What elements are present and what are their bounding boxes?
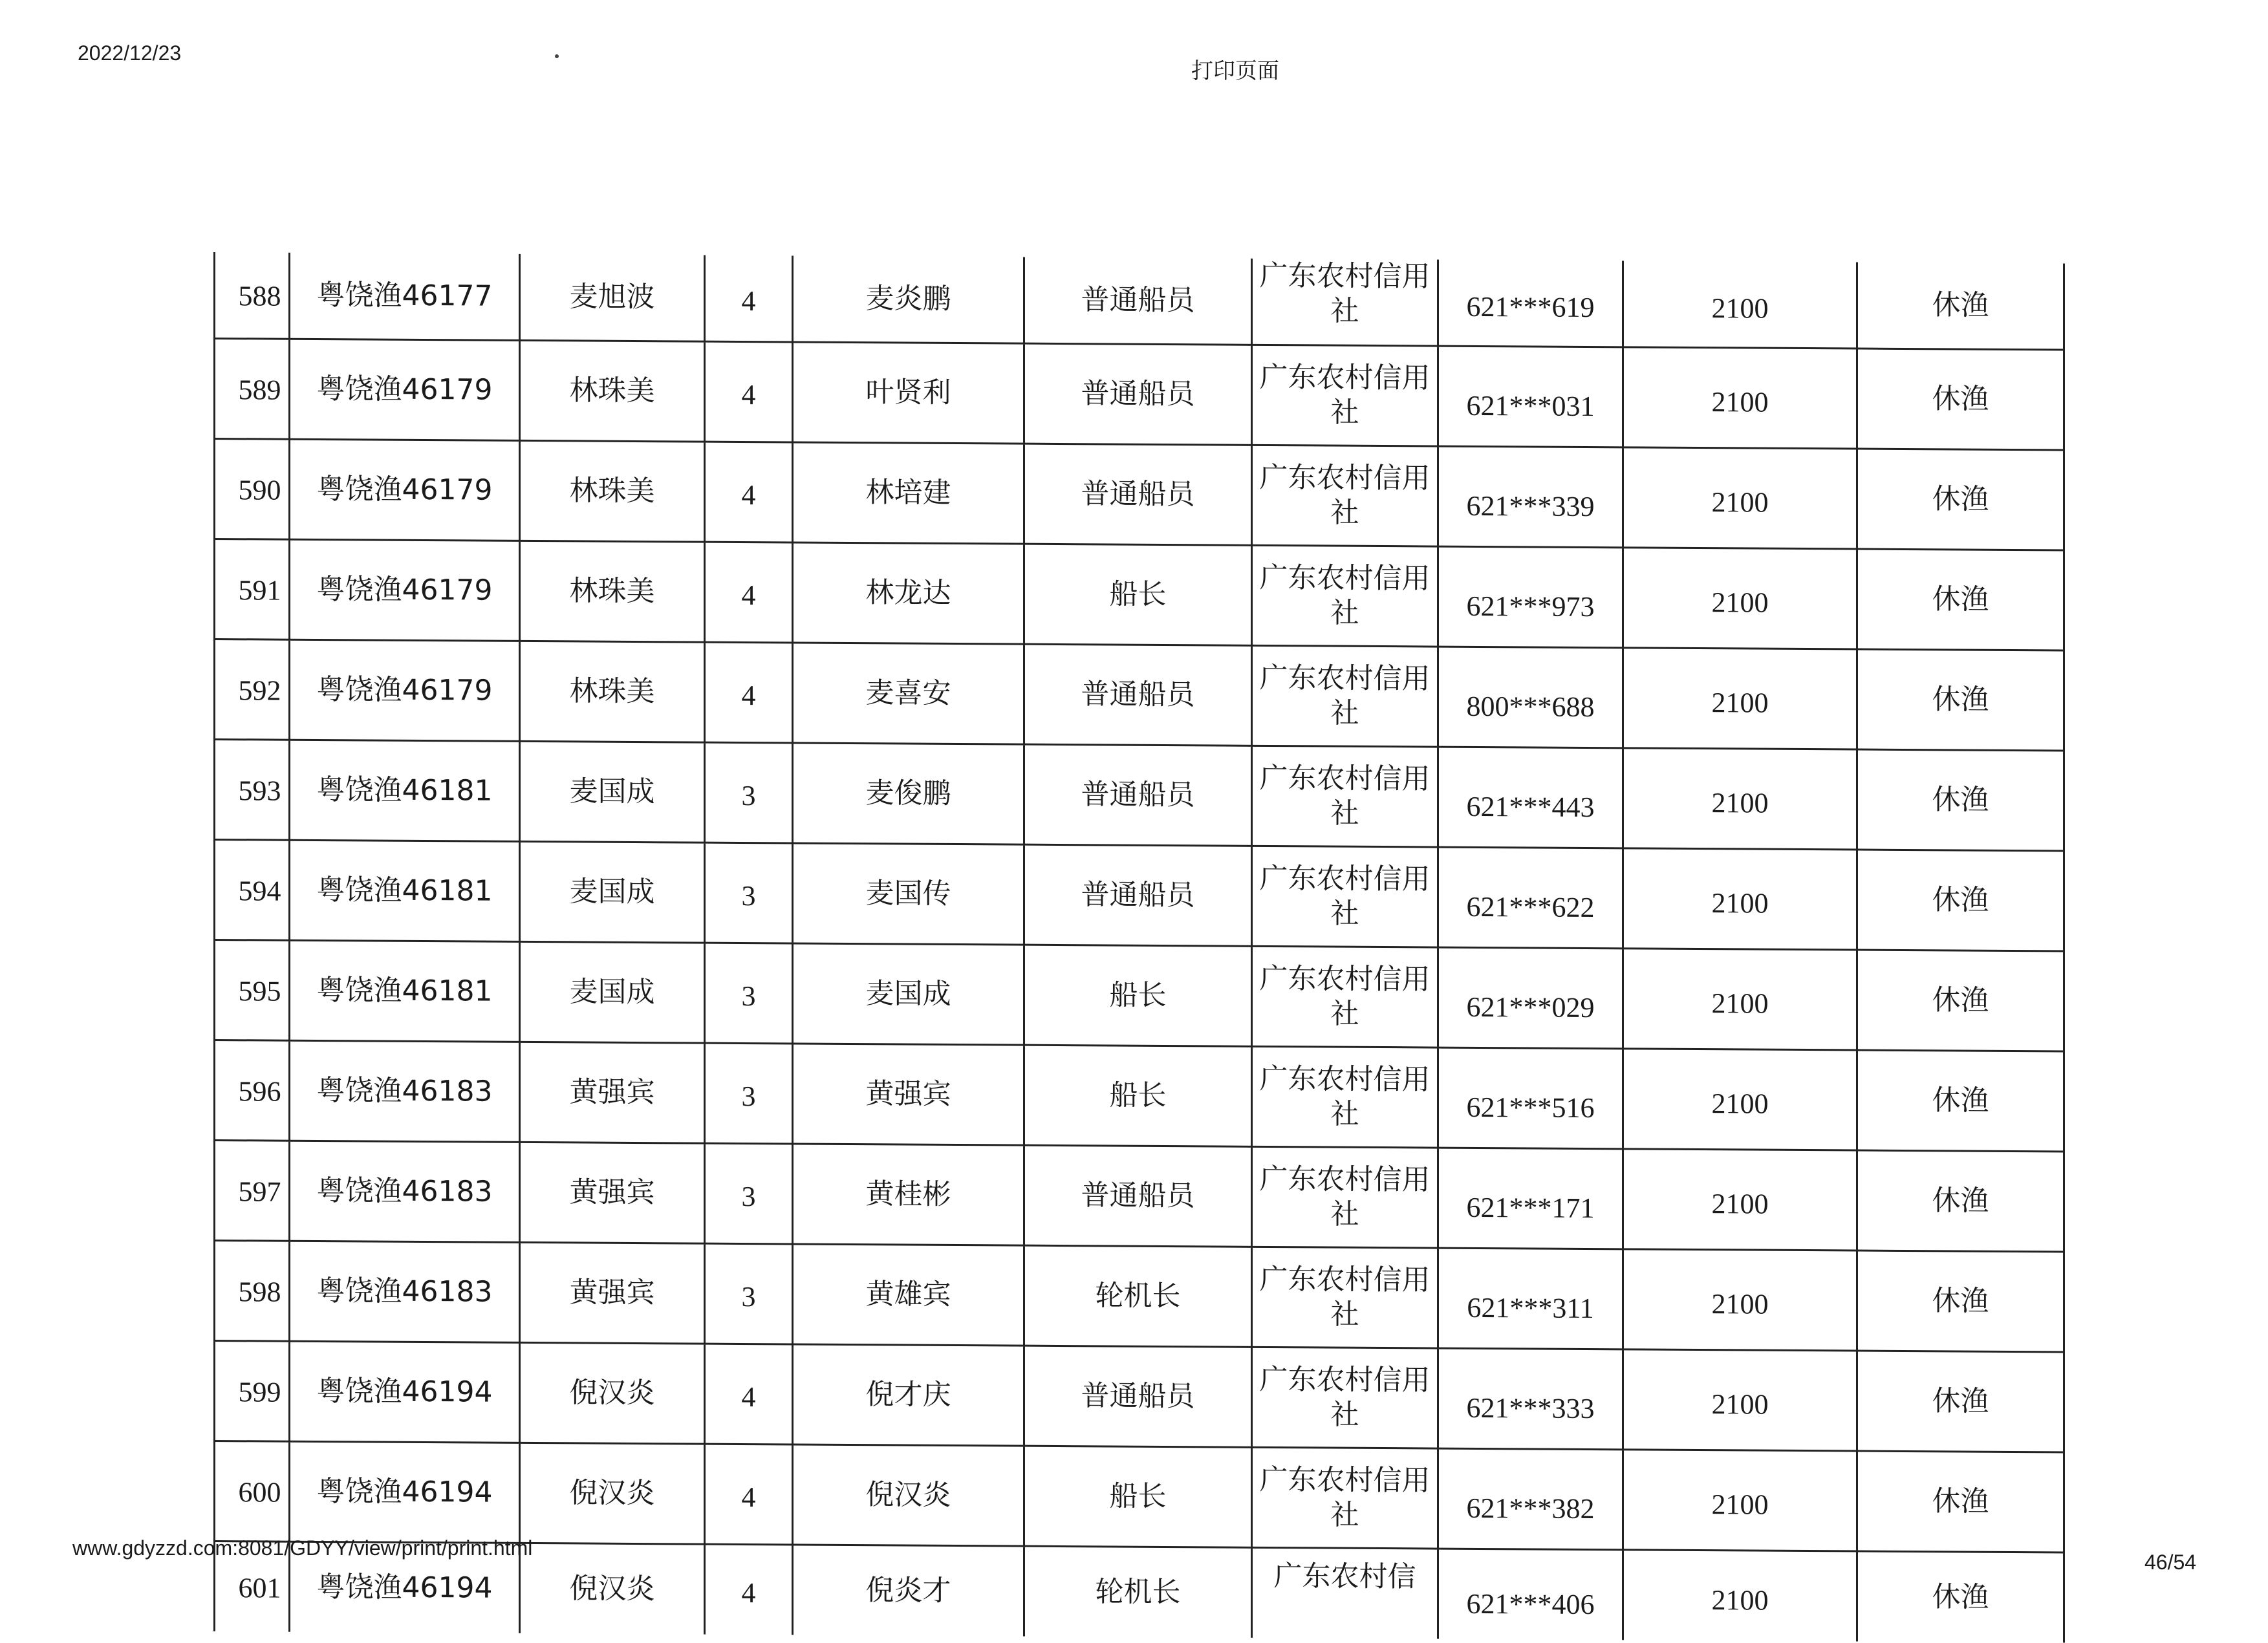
table-row: [215, 1040, 2064, 1152]
bank-name: 广东农村信用社: [1252, 746, 1438, 847]
bank-name: 广东农村信用社: [1252, 645, 1438, 747]
account-number: 621***171: [1438, 1148, 1623, 1249]
crew-name: 倪炎才: [793, 1545, 1024, 1637]
boat-number: 粤饶渔46183: [290, 1141, 520, 1242]
owner-name: 倪汉炎: [520, 1543, 705, 1634]
status: 休渔: [1857, 263, 2064, 350]
crew-name: 麦国传: [793, 843, 1024, 945]
owner-name: 麦旭波: [520, 254, 705, 341]
crew-role: 普通船员: [1024, 343, 1252, 445]
bank-name: 广东农村信用社: [1252, 545, 1438, 647]
row-number: 600: [215, 1441, 290, 1542]
bank-name: 广东农村信用社: [1252, 946, 1438, 1047]
crew-role: 普通船员: [1024, 844, 1252, 946]
bank-name: 广东农村信用社: [1252, 1146, 1438, 1248]
row-number: 596: [215, 1040, 290, 1141]
household-size: 3: [705, 1243, 793, 1344]
crew-role: 普通船员: [1024, 644, 1252, 746]
row-number: 591: [215, 539, 290, 640]
crew-name: 麦国成: [793, 943, 1024, 1045]
owner-name: 麦国成: [520, 741, 705, 843]
table-row: [215, 439, 2064, 550]
subsidy-amount: 2100: [1623, 1149, 1857, 1251]
status: 休渔: [1857, 549, 2064, 650]
status: 休渔: [1857, 1451, 2064, 1552]
bank-name: 广东农村信: [1252, 1547, 1438, 1638]
account-number: 621***031: [1438, 346, 1623, 447]
roster-table-wrap: [213, 252, 2065, 1642]
row-number: 601: [215, 1541, 290, 1632]
bank-name: 广东农村信用社: [1252, 1347, 1438, 1448]
row-number: 599: [215, 1341, 290, 1442]
account-number: 621***443: [1438, 747, 1623, 848]
owner-name: 麦国成: [520, 841, 705, 943]
owner-name: 麦国成: [520, 941, 705, 1043]
page-title: 打印页面: [1191, 58, 1279, 84]
subsidy-amount: 2100: [1623, 748, 1857, 850]
owner-name: 黄强宾: [520, 1042, 705, 1143]
status: 休渔: [1857, 449, 2064, 550]
table-row: [215, 940, 2064, 1051]
bank-name: 广东农村信用社: [1252, 1046, 1438, 1148]
row-number: 593: [215, 740, 290, 841]
crew-name: 林培建: [793, 442, 1024, 544]
status: 休渔: [1857, 1551, 2064, 1642]
status: 休渔: [1857, 1351, 2064, 1452]
crew-role: 普通船员: [1024, 1346, 1252, 1447]
table-row: [215, 1141, 2064, 1252]
crew-role: 普通船员: [1024, 257, 1252, 345]
crew-role: 船长: [1024, 945, 1252, 1046]
roster-body: [215, 252, 2064, 1642]
row-number: 592: [215, 639, 290, 740]
owner-name: 黄强宾: [520, 1142, 705, 1243]
row-number: 588: [215, 252, 290, 339]
boat-number: 粤饶渔46194: [290, 1541, 520, 1633]
boat-number: 粤饶渔46181: [290, 840, 520, 941]
crew-role: 普通船员: [1024, 1145, 1252, 1247]
household-size: 3: [705, 1143, 793, 1244]
subsidy-amount: 2100: [1623, 1049, 1857, 1150]
bank-name: 广东农村信用社: [1252, 345, 1438, 446]
row-number: 594: [215, 840, 290, 941]
owner-name: 倪汉炎: [520, 1342, 705, 1444]
boat-number: 粤饶渔46194: [290, 1441, 520, 1543]
owner-name: 林珠美: [520, 641, 705, 742]
subsidy-amount: 2100: [1623, 1550, 1857, 1642]
status: 休渔: [1857, 649, 2064, 751]
crew-role: 普通船员: [1024, 444, 1252, 545]
crew-role: 船长: [1024, 1045, 1252, 1146]
household-size: 3: [705, 843, 793, 943]
household-size: 4: [705, 255, 793, 342]
bank-name: 广东农村信用社: [1252, 445, 1438, 546]
bank-name: 广东农村信用社: [1252, 846, 1438, 947]
account-number: 621***311: [1438, 1248, 1623, 1349]
household-size: 3: [705, 742, 793, 843]
household-size: 3: [705, 943, 793, 1044]
crew-name: 林龙达: [793, 542, 1024, 644]
household-size: 4: [705, 1444, 793, 1545]
household-size: 4: [705, 1544, 793, 1635]
boat-number: 粤饶渔46177: [290, 253, 520, 341]
subsidy-amount: 2100: [1623, 261, 1857, 349]
subsidy-amount: 2100: [1623, 347, 1857, 449]
owner-name: 林珠美: [520, 440, 705, 542]
crew-name: 叶贤利: [793, 342, 1024, 444]
status: 休渔: [1857, 850, 2064, 951]
crew-name: 麦喜安: [793, 643, 1024, 744]
account-number: 621***973: [1438, 546, 1623, 648]
status: 休渔: [1857, 749, 2064, 851]
crew-role: 船长: [1024, 1446, 1252, 1547]
row-number: 598: [215, 1241, 290, 1342]
bank-name: 广东农村信用社: [1252, 1447, 1438, 1549]
bank-name: 广东农村信用社: [1252, 1247, 1438, 1348]
row-number: 590: [215, 439, 290, 540]
subsidy-amount: 2100: [1623, 1450, 1857, 1551]
crew-name: 倪汉炎: [793, 1444, 1024, 1546]
owner-name: 倪汉炎: [520, 1443, 705, 1544]
row-number: 589: [215, 339, 290, 440]
table-row: [215, 539, 2064, 650]
crew-name: 黄雄宾: [793, 1244, 1024, 1346]
subsidy-amount: 2100: [1623, 1249, 1857, 1351]
table-row: [215, 740, 2064, 851]
subsidy-amount: 2100: [1623, 548, 1857, 649]
table-row: [215, 840, 2064, 951]
boat-number: 粤饶渔46183: [290, 1040, 520, 1142]
table-row: [215, 252, 2064, 350]
owner-name: 黄强宾: [520, 1242, 705, 1344]
account-number: 621***029: [1438, 947, 1623, 1049]
crew-name: 麦炎鹏: [793, 255, 1024, 343]
account-number: 621***622: [1438, 847, 1623, 949]
table-row: [215, 1341, 2064, 1452]
owner-name: 林珠美: [520, 541, 705, 642]
boat-number: 粤饶渔46181: [290, 740, 520, 841]
subsidy-amount: 2100: [1623, 949, 1857, 1050]
account-number: 621***619: [1438, 260, 1623, 347]
status: 休渔: [1857, 349, 2064, 450]
boat-number: 粤饶渔46179: [290, 439, 520, 541]
household-size: 4: [705, 642, 793, 743]
account-number: 621***382: [1438, 1448, 1623, 1550]
status: 休渔: [1857, 1050, 2064, 1152]
household-size: 4: [705, 542, 793, 643]
account-number: 800***688: [1438, 647, 1623, 748]
account-number: 621***333: [1438, 1348, 1623, 1450]
crew-name: 黄强宾: [793, 1044, 1024, 1145]
roster-table: [213, 252, 2065, 1642]
crew-role: 普通船员: [1024, 744, 1252, 846]
status: 休渔: [1857, 1150, 2064, 1252]
bank-name: 广东农村信用社: [1252, 259, 1438, 346]
crew-role: 轮机长: [1024, 1546, 1252, 1638]
account-number: 621***516: [1438, 1047, 1623, 1149]
account-number: 621***339: [1438, 446, 1623, 548]
row-number: 595: [215, 940, 290, 1041]
boat-number: 粤饶渔46179: [290, 639, 520, 741]
subsidy-amount: 2100: [1623, 447, 1857, 549]
subsidy-amount: 2100: [1623, 1349, 1857, 1451]
crew-role: 船长: [1024, 544, 1252, 645]
household-size: 4: [705, 341, 793, 442]
status: 休渔: [1857, 950, 2064, 1051]
boat-number: 粤饶渔46181: [290, 940, 520, 1042]
household-size: 4: [705, 1344, 793, 1444]
table-row: [215, 339, 2064, 450]
owner-name: 林珠美: [520, 340, 705, 442]
crew-role: 轮机长: [1024, 1245, 1252, 1347]
boat-number: 粤饶渔46183: [290, 1241, 520, 1342]
crew-name: 倪才庆: [793, 1344, 1024, 1446]
crew-name: 麦俊鹏: [793, 743, 1024, 844]
table-row: [215, 1241, 2064, 1352]
crew-name: 黄桂彬: [793, 1144, 1024, 1245]
source-url: www.gdyzzd.com:8081/GDYY/view/print/print.html: [72, 1536, 533, 1560]
boat-number: 粤饶渔46179: [290, 339, 520, 440]
household-size: 4: [705, 442, 793, 542]
household-size: 3: [705, 1043, 793, 1144]
boat-number: 粤饶渔46179: [290, 539, 520, 641]
account-number: 621***406: [1438, 1549, 1623, 1640]
print-date: 2022/12/23: [78, 41, 182, 65]
status: 休渔: [1857, 1251, 2064, 1352]
scan-dot: [555, 54, 559, 58]
boat-number: 粤饶渔46194: [290, 1341, 520, 1443]
subsidy-amount: 2100: [1623, 848, 1857, 950]
subsidy-amount: 2100: [1623, 648, 1857, 749]
table-row: [215, 639, 2064, 751]
page-number: 46/54: [2144, 1551, 2197, 1574]
row-number: 597: [215, 1141, 290, 1241]
